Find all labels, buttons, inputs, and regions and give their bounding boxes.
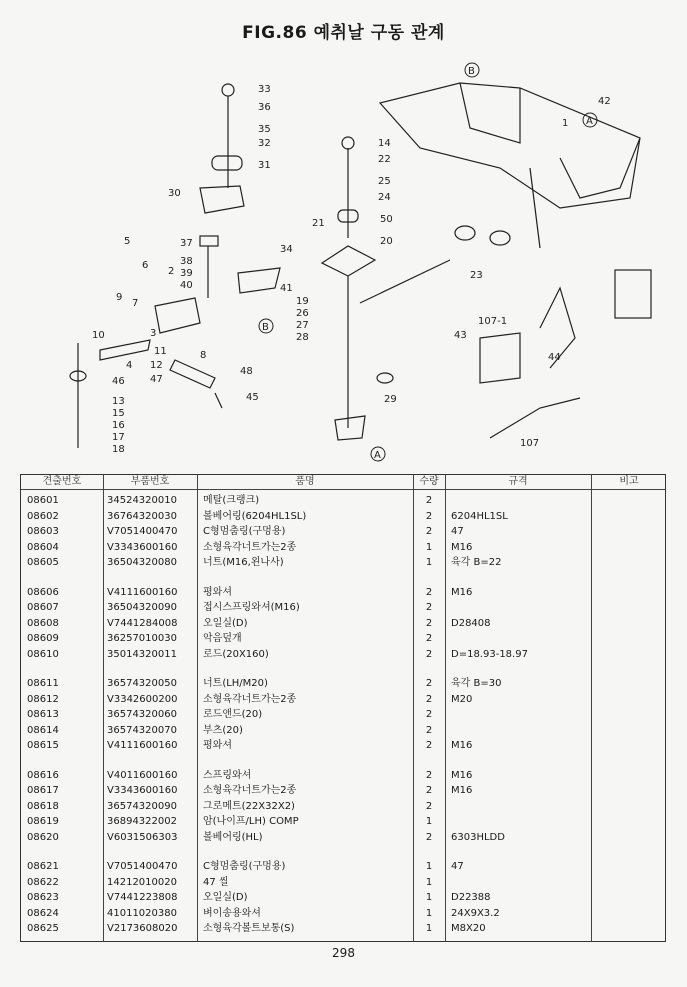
callout-label: 5	[124, 236, 131, 247]
cell-name: 메탈(크랭크)	[203, 495, 260, 506]
table-row	[21, 768, 665, 783]
cell-qty: 2	[425, 709, 433, 720]
view-marker-label: A	[586, 116, 593, 127]
callout-label: 14	[378, 138, 391, 149]
callout-label: 3	[150, 328, 157, 339]
table-row	[21, 921, 665, 936]
table-row	[21, 830, 665, 845]
callout-labels	[92, 84, 611, 455]
cell-part: V7051400470	[107, 526, 178, 537]
cell-ref: 08625	[27, 923, 59, 934]
table-row	[21, 493, 665, 508]
table-row	[21, 890, 665, 905]
cell-ref: 08609	[27, 633, 59, 644]
cell-part: 36894322002	[107, 816, 177, 827]
table-row	[21, 906, 665, 921]
view-markers	[259, 63, 597, 461]
cell-qty: 2	[425, 678, 433, 689]
cell-part: V4111600160	[107, 586, 178, 598]
exploded-parts-diagram	[0, 48, 687, 468]
table-row	[21, 783, 665, 798]
callout-label: 8	[200, 350, 207, 361]
cell-qty: 2	[425, 648, 433, 660]
callout-label: 22	[378, 154, 391, 165]
cell-name: C형멈춤링(구멍용)	[203, 861, 286, 872]
callout-label: 24	[378, 192, 391, 203]
figure-title: FIG.86 예취날 구동 관계	[242, 23, 445, 43]
cell-spec: M16	[451, 541, 473, 553]
cell-name: 너트(LH/M20)	[203, 678, 268, 689]
header-qty: 수량	[419, 476, 439, 487]
cell-ref: 08617	[27, 785, 59, 796]
callout-label: 30	[168, 188, 181, 199]
view-marker-label: B	[468, 66, 475, 77]
callout-label: 44	[548, 352, 561, 363]
cell-ref: 08616	[27, 769, 59, 781]
table-row	[21, 647, 665, 662]
cell-qty: 1	[425, 861, 433, 872]
cell-spec: M20	[451, 693, 473, 705]
cell-qty: 2	[425, 769, 433, 781]
table-row	[21, 707, 665, 722]
callout-label: 40	[180, 280, 193, 291]
table-row	[21, 631, 665, 646]
callout-label: 47	[150, 374, 163, 385]
table-row	[21, 723, 665, 738]
view-marker-label: B	[262, 322, 269, 333]
cell-part: V3342600200	[107, 693, 178, 705]
callout-label: 15	[112, 408, 125, 419]
cell-qty: 2	[425, 831, 433, 843]
table-row	[21, 616, 665, 631]
callout-label: 28	[296, 332, 309, 343]
callout-label: 107-1	[478, 316, 508, 327]
table-row	[21, 600, 665, 615]
cell-qty: 1	[425, 541, 433, 553]
callout-label: 18	[112, 444, 125, 455]
callout-label: 9	[116, 292, 123, 303]
cell-name: 오일실(D)	[203, 892, 248, 903]
callout-label: 7	[132, 298, 139, 309]
cell-part: 41011020380	[107, 907, 177, 919]
cell-name: 벼이송용와셔	[203, 907, 261, 919]
cell-part: V3343600160	[107, 541, 178, 553]
callout-label: 33	[258, 84, 271, 95]
cell-spec: 47	[451, 861, 464, 872]
cell-part: V7051400470	[107, 861, 178, 872]
table-row	[21, 509, 665, 524]
view-marker-label: A	[374, 450, 381, 461]
cell-part: 36574320050	[107, 678, 177, 689]
table-row	[21, 540, 665, 555]
callout-label: 13	[112, 396, 125, 407]
cell-name: 평와셔	[203, 586, 232, 598]
cell-ref: 08619	[27, 816, 59, 827]
cell-name: 47 씰	[203, 876, 229, 888]
cell-qty: 2	[425, 633, 433, 644]
cell-qty: 2	[425, 724, 433, 736]
cell-name: 암(나이프/LH) COMP	[203, 816, 299, 827]
table-row	[21, 814, 665, 829]
cell-qty: 1	[425, 557, 433, 568]
header-ref-no: 견출번호	[42, 476, 82, 487]
cell-name: C형멈춤링(구멍용)	[203, 526, 286, 537]
cell-qty: 2	[425, 526, 433, 537]
cell-spec: 6204HL1SL	[451, 510, 508, 522]
callout-label: 36	[258, 102, 271, 113]
cell-part: V6031506303	[107, 831, 178, 843]
cell-qty: 2	[425, 586, 433, 598]
cell-part: 36764320030	[107, 510, 177, 522]
header-spec: 규격	[508, 476, 528, 487]
callout-label: 39	[180, 268, 193, 279]
header-note: 비고	[619, 476, 639, 487]
callout-label: 11	[154, 346, 167, 357]
cell-part: 14212010020	[107, 876, 177, 888]
cell-qty: 2	[425, 617, 433, 629]
cell-ref: 08606	[27, 586, 59, 598]
cell-name: 악음덮개	[203, 633, 242, 644]
cell-ref: 08613	[27, 709, 59, 720]
cell-part: V3343600160	[107, 785, 178, 796]
parts-table	[20, 474, 666, 942]
cell-ref: 08605	[27, 557, 59, 568]
cell-name: 접시스프링와셔(M16)	[203, 602, 300, 613]
table-row	[21, 585, 665, 600]
cell-spec: M16	[451, 586, 473, 598]
header-part-name: 품명	[295, 476, 315, 487]
callout-label: 46	[112, 376, 125, 387]
cell-part: 36504320090	[107, 602, 177, 613]
cell-spec: 24X9X3.2	[451, 907, 500, 919]
callout-label: 21	[312, 218, 325, 229]
cell-qty: 2	[425, 800, 433, 812]
callout-label: 35	[258, 124, 271, 135]
cell-part: V4111600160	[107, 740, 178, 751]
cell-qty: 1	[425, 892, 433, 903]
callout-label: 19	[296, 296, 309, 307]
table-row	[21, 875, 665, 890]
cell-spec: D28408	[451, 617, 491, 629]
callout-label: 31	[258, 160, 271, 171]
callout-label: 26	[296, 308, 309, 319]
callout-label: 50	[380, 214, 393, 225]
cell-spec: 육각 B=22	[451, 557, 502, 568]
cell-ref: 08623	[27, 892, 59, 903]
cell-qty: 1	[425, 907, 433, 919]
cell-ref: 08622	[27, 876, 59, 888]
cell-part: V7441223808	[107, 892, 178, 903]
cell-qty: 2	[425, 510, 433, 522]
cell-name: 소형육각너트가는2종	[203, 541, 297, 553]
callout-label: 42	[598, 96, 611, 107]
cell-part: 36574320090	[107, 800, 177, 812]
table-row	[21, 555, 665, 570]
table-row	[21, 692, 665, 707]
cell-ref: 08607	[27, 602, 59, 613]
cell-ref: 08618	[27, 800, 59, 812]
cell-ref: 08615	[27, 740, 59, 751]
cell-spec: D=18.93-18.97	[451, 648, 528, 660]
cell-ref: 08620	[27, 831, 59, 843]
callout-label: 23	[470, 270, 483, 281]
callout-label: 43	[454, 330, 467, 341]
callout-label: 38	[180, 256, 193, 267]
cell-name: 너트(M16,왼나사)	[203, 557, 284, 568]
cell-part: 34524320010	[107, 495, 177, 506]
cell-part: 36574320060	[107, 709, 177, 720]
cell-ref: 08621	[27, 861, 59, 872]
callout-label: 32	[258, 138, 271, 149]
cell-ref: 08604	[27, 541, 59, 553]
callout-label: 27	[296, 320, 309, 331]
cell-spec: M16	[451, 740, 473, 751]
callout-label: 41	[280, 283, 293, 294]
cell-qty: 2	[425, 785, 433, 796]
callout-label: 12	[150, 360, 163, 371]
cell-spec: 47	[451, 526, 464, 537]
cell-spec: M8X20	[451, 923, 486, 934]
callout-label: 45	[246, 392, 259, 403]
cell-name: 로드앤드(20)	[203, 709, 263, 720]
cell-name: 오일실(D)	[203, 617, 248, 629]
cell-part: 36257010030	[107, 633, 177, 644]
cell-ref: 08612	[27, 693, 59, 705]
cell-qty: 1	[425, 816, 433, 827]
cell-ref: 08624	[27, 907, 59, 919]
callout-label: 17	[112, 432, 125, 443]
cell-name: 볼베어링(HL)	[203, 831, 263, 843]
cell-spec: D22388	[451, 892, 491, 903]
cell-qty: 1	[425, 876, 433, 888]
callout-label: 107	[520, 438, 540, 449]
cell-part: V2173608020	[107, 923, 178, 934]
table-row	[21, 524, 665, 539]
cell-name: 소형육각볼트보통(S)	[203, 923, 295, 934]
cell-name: 소형육각너트가는2종	[203, 785, 297, 796]
cell-name: 볼베어링(6204HL1SL)	[203, 510, 307, 522]
cell-ref: 08611	[27, 678, 59, 689]
cell-qty: 2	[425, 693, 433, 705]
cell-ref: 08610	[27, 648, 59, 660]
callout-label: 25	[378, 176, 391, 187]
header-part-no: 부품번호	[130, 476, 170, 487]
callout-label: 37	[180, 238, 193, 249]
cell-ref: 08602	[27, 510, 59, 522]
callout-label: 16	[112, 420, 125, 431]
callout-label: 2	[168, 266, 175, 277]
cell-part: 36504320080	[107, 557, 177, 568]
callout-label: 48	[240, 366, 253, 377]
cell-part: 36574320070	[107, 724, 177, 736]
cell-name: 부츠(20)	[203, 724, 243, 736]
cell-part: 35014320011	[107, 648, 177, 660]
table-row	[21, 676, 665, 691]
cell-ref: 08601	[27, 495, 59, 506]
cell-part: V4011600160	[107, 769, 178, 781]
table-row	[21, 799, 665, 814]
cell-spec: 육각 B=30	[451, 678, 502, 689]
cell-qty: 1	[425, 923, 433, 934]
cell-qty: 2	[425, 495, 433, 506]
callout-label: 10	[92, 330, 105, 341]
page-number: 298	[332, 946, 355, 960]
callout-label: 20	[380, 236, 393, 247]
cell-name: 스프링와셔	[203, 769, 252, 781]
callout-label: 6	[142, 260, 149, 271]
cell-name: 로드(20X160)	[203, 648, 269, 660]
cell-name: 그로메트(22X32X2)	[203, 800, 295, 812]
cell-qty: 2	[425, 602, 433, 613]
cell-part: V7441284008	[107, 617, 178, 629]
table-row	[21, 738, 665, 753]
cell-ref: 08603	[27, 526, 59, 537]
cell-qty: 2	[425, 740, 433, 751]
callout-label: 34	[280, 244, 293, 255]
cell-spec: M16	[451, 785, 473, 796]
callout-label: 1	[562, 118, 569, 129]
cell-name: 평와셔	[203, 740, 232, 751]
cell-spec: 6303HLDD	[451, 831, 505, 843]
table-row	[21, 859, 665, 874]
cell-name: 소형육각너트가는2종	[203, 693, 297, 705]
cell-spec: M16	[451, 769, 473, 781]
callout-label: 4	[126, 360, 133, 371]
cell-ref: 08608	[27, 617, 59, 629]
cell-ref: 08614	[27, 724, 59, 736]
callout-label: 29	[384, 394, 397, 405]
